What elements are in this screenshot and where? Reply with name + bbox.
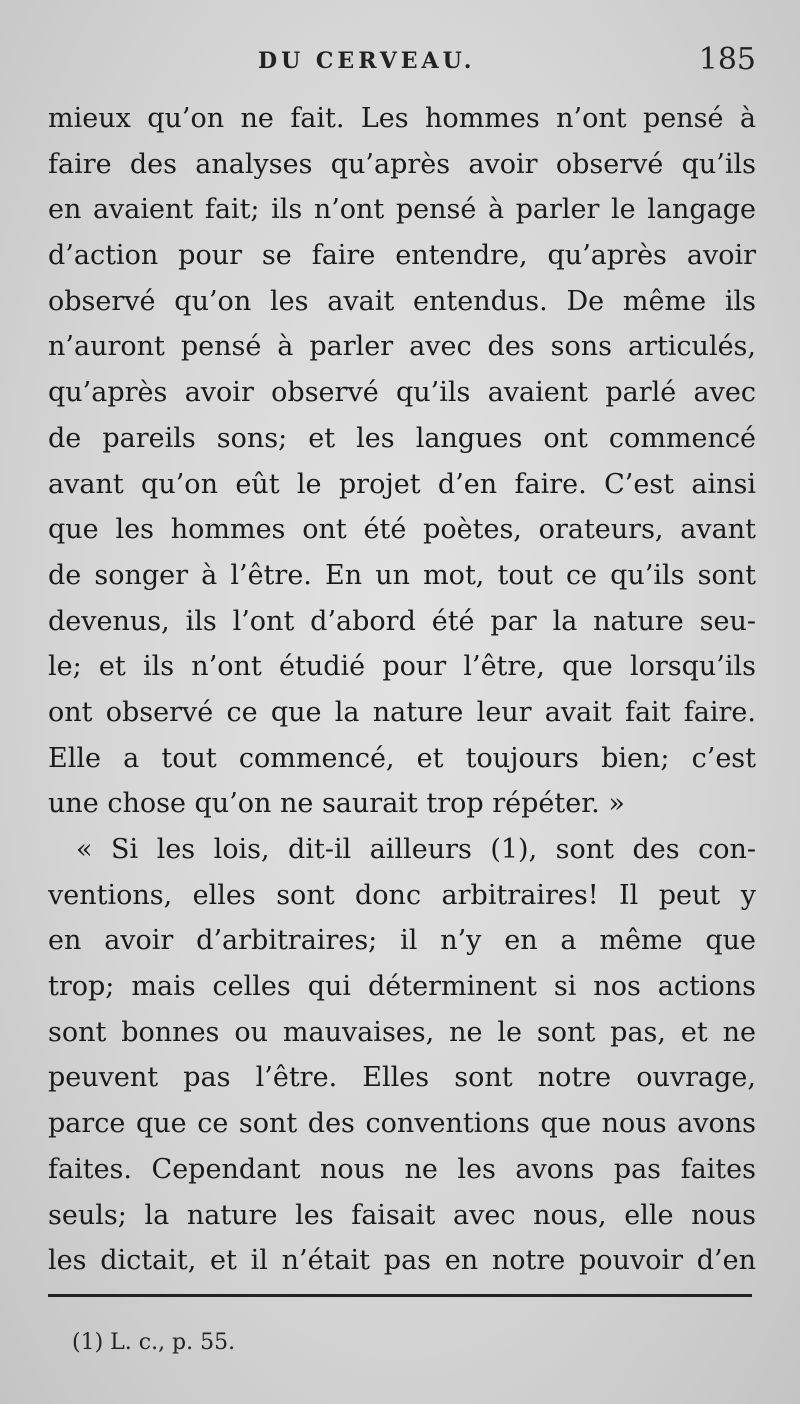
page-header bbox=[48, 42, 756, 82]
footnote-rule bbox=[48, 1294, 752, 1297]
text-line: qu’après avoir observé qu’ils avaient parlé avec bbox=[48, 377, 756, 409]
text-line: parce que ce sont des conventions que nous avons bbox=[48, 1108, 756, 1140]
text-line: trop; mais celles qui déterminent si nos actions bbox=[48, 971, 756, 1003]
text-line: le; et ils n’ont étudié pour l’être, que lorsqu’ils bbox=[48, 651, 756, 683]
footnote: (1) L. c., p. 55. bbox=[72, 1330, 236, 1355]
text-line: en avoir d’arbitraires; il n’y en a même que bbox=[48, 925, 756, 957]
text-line: en avaient fait; ils n’ont pensé à parler le langage bbox=[48, 194, 756, 226]
text-line: ventions, elles sont donc arbitraires! Il peut y bbox=[48, 879, 756, 911]
text-line: mieux qu’on ne fait. Les hommes n’ont pensé à bbox=[48, 103, 756, 134]
text-line: observé qu’on les avait entendus. De même ils bbox=[48, 285, 756, 317]
text-line: faire des analyses qu’après avoir observé qu’ils bbox=[48, 148, 756, 180]
text-line: Elle a tout commencé, et toujours bien; c’est bbox=[48, 742, 756, 774]
text-line: d’action pour se faire entendre, qu’après avoir bbox=[48, 240, 756, 272]
text-line: n’auront pensé à parler avec des sons articulés, bbox=[48, 331, 756, 363]
text-line: devenus, ils l’ont d’abord été par la nature seu- bbox=[48, 605, 756, 637]
body-text bbox=[48, 96, 756, 1284]
text-line: sont bonnes ou mauvaises, ne le sont pas, et ne bbox=[48, 1016, 756, 1048]
text-line: une chose qu’on ne saurait trop répéter. » bbox=[48, 788, 625, 820]
text-line: de songer à l’être. En un mot, tout ce qu’ils sont bbox=[48, 559, 756, 591]
text-line: faites. Cependant nous ne les avons pas faites bbox=[48, 1153, 756, 1185]
text-line: de pareils sons; et les langues ont commencé bbox=[48, 422, 756, 454]
text-line: peuvent pas l’être. Elles sont notre ouvrage, bbox=[48, 1062, 756, 1094]
text-line: ont observé ce que la nature leur avait fait faire. bbox=[48, 696, 756, 728]
text-line: « Si les lois, dit-il ailleurs (1), sont des con- bbox=[76, 834, 756, 865]
text-line: seuls; la nature les faisait avec nous, elle nous bbox=[48, 1199, 756, 1231]
text-line: les dictait, et il n’était pas en notre pouvoir d’en bbox=[48, 1245, 756, 1277]
running-title: DU CERVEAU. bbox=[258, 48, 476, 74]
page-number: 185 bbox=[698, 42, 756, 77]
text-line: avant qu’on eût le projet d’en faire. C’est ainsi bbox=[48, 468, 756, 500]
text-line: que les hommes ont été poètes, orateurs, avant bbox=[48, 514, 756, 546]
